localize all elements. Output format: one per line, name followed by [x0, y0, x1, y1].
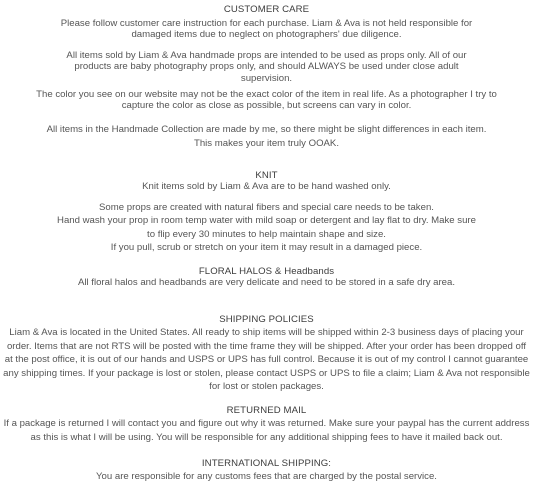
returned-mail-heading: RETURNED MAIL	[226, 405, 307, 416]
international-section	[0, 458, 533, 483]
shipping-section	[0, 314, 533, 392]
text-line: All floral halos and headbands are very delicate and need to be stored in a safe dry area.	[77, 277, 456, 289]
text-line: The color you see on our website may not be the exact color of the item in real life. As a photographer I try to	[36, 89, 497, 100]
customer-care-paragraph-3	[0, 89, 533, 112]
text-line: as this is what I will be using. You will be responsible for any additional shipping fees to have it mailed back out.	[30, 431, 503, 443]
international-heading: INTERNATIONAL SHIPPING:	[201, 458, 332, 469]
text-line: You are responsible for any customs fees that are charged by the postal service.	[96, 471, 437, 483]
floral-heading: FLORAL HALOS & Headbands	[198, 266, 335, 277]
text-line: If a package is returned I will contact you and figure out why it was returned. Make sure your paypal has the current address	[3, 418, 530, 430]
text-line: Hand wash your prop in room temp water with mild soap or detergent and lay flat to dry. Make sure	[57, 215, 476, 227]
text-line: for lost or stolen packages.	[209, 381, 324, 393]
knit-heading: KNIT	[255, 170, 278, 181]
text-line: damaged items due to neglect on photographers' due diligence.	[131, 29, 402, 41]
text-line: This makes your item truly OOAK.	[193, 138, 339, 150]
text-line: Please follow customer care instruction for each purchase. Liam & Ava is not held responsible for	[60, 18, 473, 29]
knit-section	[0, 170, 533, 193]
shipping-heading: SHIPPING POLICIES	[219, 314, 314, 325]
text-line: capture the color as close as possible, but screens can vary in color.	[121, 100, 412, 112]
text-line: All items sold by Liam & Ava handmade props are intended to be used as props only. All of our	[66, 50, 467, 61]
text-line: If you pull, scrub or stretch on your item it may result in a damaged piece.	[110, 242, 423, 254]
customer-care-paragraph-4	[0, 124, 533, 150]
text-line: Liam & Ava is located in the United States. All ready to ship items will be shipped within 2-3 business days of placing your	[9, 327, 524, 339]
text-line: any shipping times. If your package is lost or stolen, please contact USPS or UPS to file a claim; Liam & Ava not responsible	[3, 367, 530, 379]
returned-mail-section	[0, 405, 533, 443]
text-line: at the post office, it is out of our hands and USPS or UPS has full control. Because it is out of my control I cannot guarantee	[4, 354, 529, 366]
text-line: to flip every 30 minutes to help maintain shape and size.	[147, 228, 386, 240]
text-line: supervision.	[240, 72, 293, 84]
text-line: All items in the Handmade Collection are made by me, so there might be slight differences in each item.	[46, 124, 487, 135]
text-line: Knit items sold by Liam & Ava are to be hand washed only.	[142, 181, 391, 193]
knit-paragraph-2	[0, 202, 533, 254]
customer-care-paragraph-2	[0, 50, 533, 84]
customer-care-section	[0, 4, 533, 15]
floral-section	[0, 266, 533, 289]
text-line: Some props are created with natural fibers and special care needs to be taken.	[99, 202, 434, 213]
text-line: products are baby photography props only, and should ALWAYS be used under close adult	[74, 61, 459, 73]
customer-care-heading: CUSTOMER CARE	[223, 4, 310, 15]
text-line: order. Items that are not RTS will be posted with the time frame they will be shipped. After your order has been dropped off	[6, 340, 527, 352]
customer-care-paragraph-1	[0, 18, 533, 41]
